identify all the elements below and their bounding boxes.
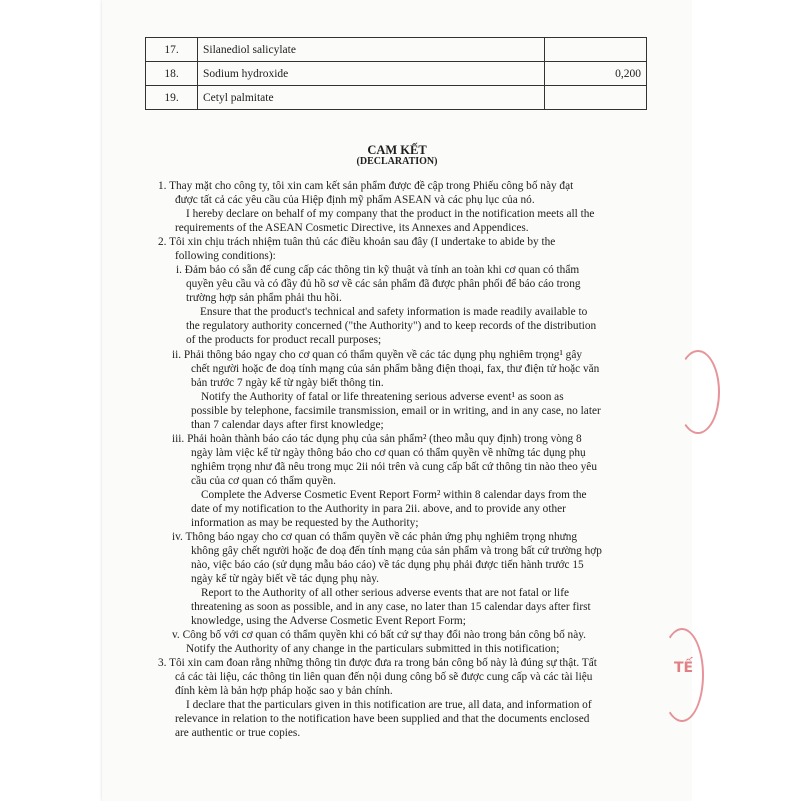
stamp-mark-upper — [676, 350, 720, 434]
ingredient-name: Silanediol salicylate — [198, 38, 545, 62]
text-line: trường hợp sản phẩm phải thu hồi. — [186, 292, 342, 304]
text-line: đính kèm là bản hợp pháp hoặc sao y bản chính. — [175, 685, 393, 697]
text-line: of the products for product recall purposes; — [186, 334, 382, 346]
text-line: không gây chết người hoặc đe doạ đến tính mạng của sản phẩm và trong bất cứ trường hợp — [191, 545, 602, 557]
text-line: I hereby declare on behalf of my company that the product in the notification meets all the — [186, 208, 595, 220]
ingredient-value — [545, 86, 647, 110]
text-line: cầu của cơ quan có thẩm quyền. — [191, 475, 336, 487]
text-line: chết người hoặc đe doạ tính mạng của sản phẩm bằng điện thoại, fax, thư điện tử hoặc văn — [191, 363, 600, 375]
text-line: knowledge, using the Adverse Cosmetic Event Report Form; — [191, 615, 466, 627]
text-line: cả các tài liệu, các thông tin liên quan đến nội dung công bố sẽ được cung cấp và các tài liệu — [175, 671, 593, 683]
text-line: date of my notification to the Authority in para 2ii. above, and to provide any other — [191, 503, 566, 515]
text-line: nào, việc báo cáo (sử dụng mẫu báo cáo) về tác dụng phụ phải được tiến hành trước 15 — [191, 559, 584, 571]
text-line: relevance in relation to the notification have been supplied and that the documents enclosed — [175, 713, 590, 725]
text-line: v. Công bố với cơ quan có thẩm quyền khi có bất cứ sự thay đổi nào trong bản công bố này. — [172, 629, 586, 641]
declaration-subtitle: (DECLARATION) — [356, 156, 438, 167]
text-line: iii. Phải hoàn thành báo cáo tác dụng phụ của sản phẩm² (theo mẫu quy định) trong vòng 8 — [172, 433, 582, 445]
text-line: Report to the Authority of all other serious adverse events that are not fatal or life — [201, 587, 569, 599]
text-line: ngày kể từ ngày biết về tác dụng phụ này. — [191, 573, 379, 585]
text-line: Ensure that the product's technical and safety information is made readily available to — [200, 306, 588, 318]
table-row — [146, 62, 647, 86]
text-line: information as may be requested by the Authority; — [191, 517, 419, 529]
text-line: ngày làm việc kể từ ngày thông báo cho cơ quan có thẩm quyền về những tác dụng phụ — [191, 447, 586, 459]
text-line: nghiêm trọng như đã nêu trong mục 2ii nói trên và cung cấp bất cứ thông tin nào theo yêu — [191, 461, 597, 473]
text-line: the regulatory authority concerned ("the Authority") and to keep records of the distribution — [186, 320, 597, 332]
text-line: được tất cả các yêu cầu của Hiệp định mỹ phẩm ASEAN và các phụ lục của nó. — [175, 194, 535, 206]
text-line: are authentic or true copies. — [175, 727, 301, 739]
text-line: requirements of the ASEAN Cosmetic Directive, its Annexes and Appendices. — [175, 222, 529, 234]
text-line: Complete the Adverse Cosmetic Event Report Form² within 8 calendar days from the — [201, 489, 587, 501]
text-line: 2. Tôi xin chịu trách nhiệm tuân thủ các điều khoản sau đây (I undertake to abide by the — [158, 236, 556, 248]
ingredient-name: Cetyl palmitate — [198, 86, 545, 110]
text-line: threatening as soon as possible, and in any case, no later than 15 calendar days after first — [191, 601, 591, 613]
row-number: 19. — [146, 86, 198, 110]
text-line: I declare that the particulars given in this notification are true, all data, and information of — [186, 699, 592, 711]
text-line: than 7 calendar days after first knowledge; — [191, 419, 384, 431]
ingredient-value — [545, 38, 647, 62]
table-row — [146, 86, 647, 110]
row-number: 18. — [146, 62, 198, 86]
stamp-text: TẾ — [674, 660, 694, 676]
text-line: bản trước 7 ngày kể từ ngày biết thông tin. — [191, 377, 384, 389]
text-line: following conditions): — [175, 250, 276, 262]
text-line: 3. Tôi xin cam đoan rằng những thông tin được đưa ra trong bản công bố này là đúng sự thật. Tất — [158, 657, 597, 669]
text-line: Notify the Authority of any change in the particulars submitted in this notification; — [186, 643, 560, 655]
declaration-title: CAM KẾT — [367, 143, 427, 157]
text-line: i. Đảm bảo có sẵn để cung cấp các thông tin kỹ thuật và tính an toàn khi cơ quan có thẩm — [176, 264, 580, 276]
text-line: 1. Thay mặt cho công ty, tôi xin cam kết sản phẩm được đề cập trong Phiếu công bố này đạt — [158, 180, 574, 192]
text-line: quyền yêu cầu và có đầy đủ hồ sơ về các sản phẩm đã được phân phối để báo cáo trong — [186, 278, 581, 290]
text-line: iv. Thông báo ngay cho cơ quan có thẩm quyền về các phản ứng phụ nghiêm trọng nhưng — [172, 531, 578, 543]
text-line: Notify the Authority of fatal or life threatening serious adverse event¹ as soon as — [201, 391, 564, 403]
ingredient-value: 0,200 — [545, 62, 647, 86]
text-line: possible by telephone, facsimile transmission, email or in writing, and in any case, no later — [191, 405, 601, 417]
ingredient-name: Sodium hydroxide — [198, 62, 545, 86]
text-line: ii. Phải thông báo ngay cho cơ quan có thẩm quyền về các tác dụng phụ nghiêm trọng¹ gây — [172, 349, 582, 361]
table-row — [146, 38, 647, 62]
ingredients-table — [145, 37, 647, 110]
row-number: 17. — [146, 38, 198, 62]
